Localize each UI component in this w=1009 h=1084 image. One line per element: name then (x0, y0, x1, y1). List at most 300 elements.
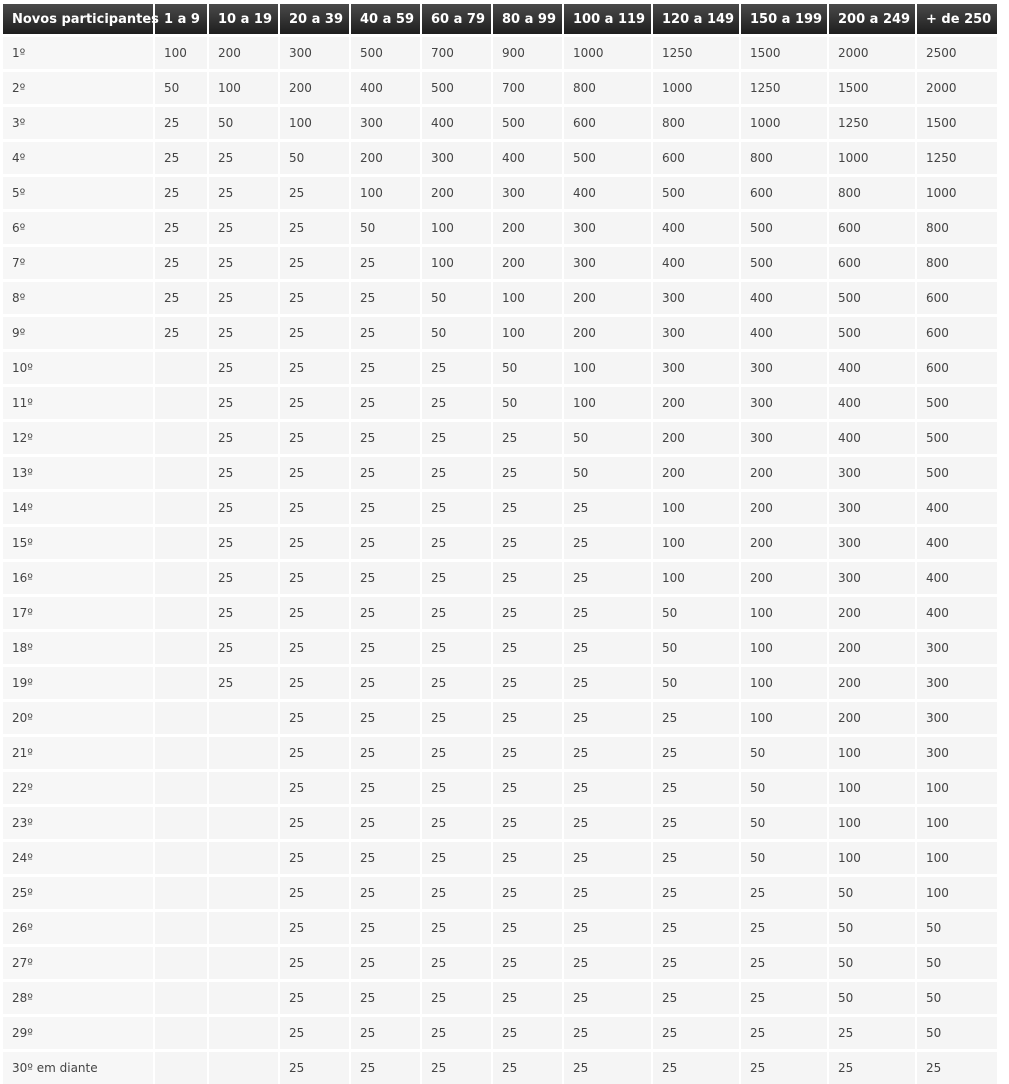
prize-cell: 25 (422, 559, 493, 594)
table-row (3, 769, 997, 804)
prize-cell: 25 (351, 944, 422, 979)
prize-cell: 25 (209, 664, 280, 699)
prize-cell: 25 (564, 979, 653, 1014)
table-row (3, 279, 997, 314)
prize-cell: 25 (564, 769, 653, 804)
prize-cell: 100 (493, 314, 564, 349)
prize-cell (209, 874, 280, 909)
prize-cell: 600 (829, 244, 917, 279)
prize-cell: 25 (653, 734, 741, 769)
prize-cell: 25 (422, 734, 493, 769)
prize-cell: 25 (351, 734, 422, 769)
prize-cell: 25 (280, 244, 351, 279)
prize-cell: 100 (351, 174, 422, 209)
prize-cell: 25 (280, 489, 351, 524)
table-row (3, 34, 997, 69)
prize-cell: 600 (917, 314, 997, 349)
prize-cell: 25 (351, 384, 422, 419)
prize-cell: 25 (155, 104, 209, 139)
row-position-label: 3º (3, 104, 155, 139)
header-column: 60 a 79 (422, 4, 493, 34)
prize-cell: 25 (564, 944, 653, 979)
prize-cell: 300 (741, 419, 829, 454)
prize-cell: 100 (422, 209, 493, 244)
table-row (3, 909, 997, 944)
prize-cell (155, 979, 209, 1014)
prize-cell: 100 (493, 279, 564, 314)
row-position-label: 27º (3, 944, 155, 979)
prize-cell: 25 (422, 594, 493, 629)
prize-cell: 25 (422, 384, 493, 419)
prize-cell: 50 (917, 944, 997, 979)
header-column: 120 a 149 (653, 4, 741, 34)
prize-cell: 200 (829, 594, 917, 629)
prize-cell: 25 (351, 769, 422, 804)
prize-cell: 25 (351, 699, 422, 734)
prize-cell: 100 (741, 594, 829, 629)
prize-cell: 300 (829, 489, 917, 524)
prize-cell: 25 (209, 139, 280, 174)
prize-cell: 100 (741, 699, 829, 734)
prize-cell: 500 (493, 104, 564, 139)
prize-cell: 50 (422, 279, 493, 314)
prize-cell: 25 (351, 559, 422, 594)
prize-cell: 25 (422, 349, 493, 384)
prize-cell: 600 (917, 279, 997, 314)
prize-cell: 1000 (917, 174, 997, 209)
prize-cell: 50 (741, 734, 829, 769)
row-position-label: 10º (3, 349, 155, 384)
prize-cell: 900 (493, 34, 564, 69)
prize-cell: 100 (741, 664, 829, 699)
prize-cell: 25 (653, 979, 741, 1014)
prize-cell: 600 (653, 139, 741, 174)
prize-cell: 100 (829, 839, 917, 874)
prize-cell: 800 (564, 69, 653, 104)
prize-cell: 400 (917, 559, 997, 594)
prize-cell: 1000 (653, 69, 741, 104)
prize-cell: 200 (741, 454, 829, 489)
row-position-label: 15º (3, 524, 155, 559)
prize-cell: 1000 (829, 139, 917, 174)
prize-cell: 25 (422, 1049, 493, 1084)
table-row (3, 419, 997, 454)
prize-cell: 25 (155, 139, 209, 174)
prize-cell: 100 (829, 804, 917, 839)
prize-cell (209, 839, 280, 874)
prize-cell (155, 629, 209, 664)
prize-cell: 50 (829, 979, 917, 1014)
prize-cell: 300 (741, 349, 829, 384)
prize-cell: 25 (351, 419, 422, 454)
prize-cell: 25 (653, 909, 741, 944)
prize-cell: 25 (155, 279, 209, 314)
prize-cell: 25 (209, 314, 280, 349)
prize-cell: 25 (351, 524, 422, 559)
row-position-label: 24º (3, 839, 155, 874)
prize-cell: 25 (351, 454, 422, 489)
prize-cell: 25 (209, 594, 280, 629)
prize-cell: 25 (280, 209, 351, 244)
prize-cell: 25 (351, 244, 422, 279)
prize-cell: 25 (422, 1014, 493, 1049)
prize-cell: 25 (564, 734, 653, 769)
prize-cell: 50 (741, 839, 829, 874)
prize-cell: 200 (741, 524, 829, 559)
prize-cell: 400 (741, 279, 829, 314)
prize-cell: 25 (564, 629, 653, 664)
prize-cell (155, 1014, 209, 1049)
table-row (3, 664, 997, 699)
prize-cell: 25 (209, 174, 280, 209)
prize-cell: 400 (917, 524, 997, 559)
prize-cell: 25 (280, 1049, 351, 1084)
row-position-label: 8º (3, 279, 155, 314)
prize-cell: 25 (741, 1049, 829, 1084)
prize-cell: 50 (493, 349, 564, 384)
prize-cell: 100 (155, 34, 209, 69)
prize-cell: 25 (351, 279, 422, 314)
row-position-label: 30º em diante (3, 1049, 155, 1084)
prize-cell (209, 979, 280, 1014)
prize-cell: 25 (280, 384, 351, 419)
prize-cell (155, 559, 209, 594)
prize-cell: 25 (741, 1014, 829, 1049)
prize-cell: 25 (493, 419, 564, 454)
prize-cell: 300 (917, 664, 997, 699)
prize-cell: 700 (422, 34, 493, 69)
table-row (3, 209, 997, 244)
prize-cell: 25 (917, 1049, 997, 1084)
prize-cell: 25 (653, 804, 741, 839)
prize-cell: 200 (209, 34, 280, 69)
prize-cell: 25 (493, 979, 564, 1014)
prize-cell (209, 769, 280, 804)
prize-cell (155, 699, 209, 734)
table-row (3, 69, 997, 104)
prize-cell: 25 (653, 699, 741, 734)
prize-cell: 25 (422, 524, 493, 559)
prize-cell: 100 (917, 769, 997, 804)
prize-table-container (3, 4, 997, 1084)
prize-cell: 25 (422, 699, 493, 734)
prize-cell: 700 (493, 69, 564, 104)
prize-cell: 50 (829, 944, 917, 979)
prize-cell: 25 (351, 664, 422, 699)
prize-cell: 25 (280, 629, 351, 664)
prize-cell: 200 (564, 279, 653, 314)
table-row (3, 384, 997, 419)
prize-cell: 25 (422, 489, 493, 524)
prize-cell: 400 (422, 104, 493, 139)
row-position-label: 18º (3, 629, 155, 664)
prize-cell: 25 (493, 629, 564, 664)
row-position-label: 1º (3, 34, 155, 69)
row-position-label: 7º (3, 244, 155, 279)
prize-cell: 25 (351, 594, 422, 629)
header-column: 200 a 249 (829, 4, 917, 34)
prize-cell: 25 (653, 874, 741, 909)
table-row (3, 104, 997, 139)
row-position-label: 5º (3, 174, 155, 209)
row-position-label: 28º (3, 979, 155, 1014)
prize-cell: 2000 (917, 69, 997, 104)
prize-cell: 25 (493, 699, 564, 734)
prize-cell: 25 (564, 804, 653, 839)
prize-cell: 400 (829, 419, 917, 454)
prize-cell: 25 (155, 174, 209, 209)
table-row (3, 839, 997, 874)
prize-cell: 200 (280, 69, 351, 104)
prize-cell: 25 (564, 1049, 653, 1084)
prize-cell: 300 (829, 524, 917, 559)
table-row (3, 559, 997, 594)
row-position-label: 13º (3, 454, 155, 489)
prize-cell: 300 (829, 559, 917, 594)
prize-cell: 50 (351, 209, 422, 244)
prize-cell: 100 (422, 244, 493, 279)
prize-cell: 25 (351, 839, 422, 874)
prize-cell (155, 664, 209, 699)
prize-cell: 25 (209, 419, 280, 454)
prize-cell: 25 (351, 349, 422, 384)
prize-cell: 50 (564, 454, 653, 489)
prize-cell: 25 (280, 664, 351, 699)
prize-cell: 25 (155, 244, 209, 279)
prize-cell: 25 (280, 349, 351, 384)
prize-cell: 50 (741, 804, 829, 839)
prize-cell (155, 734, 209, 769)
prize-cell: 400 (564, 174, 653, 209)
table-row (3, 804, 997, 839)
prize-cell: 25 (564, 1014, 653, 1049)
table-header (3, 4, 997, 34)
prize-cell (155, 384, 209, 419)
prize-cell: 800 (917, 209, 997, 244)
table-row (3, 734, 997, 769)
prize-cell (155, 769, 209, 804)
row-position-label: 11º (3, 384, 155, 419)
prize-cell: 400 (653, 244, 741, 279)
prize-cell: 300 (653, 279, 741, 314)
table-row (3, 1014, 997, 1049)
prize-cell: 25 (351, 979, 422, 1014)
prize-cell: 25 (493, 839, 564, 874)
prize-cell: 25 (493, 944, 564, 979)
prize-cell: 100 (741, 629, 829, 664)
row-position-label: 29º (3, 1014, 155, 1049)
prize-cell (209, 734, 280, 769)
prize-cell: 300 (917, 699, 997, 734)
table-row (3, 314, 997, 349)
prize-cell: 50 (280, 139, 351, 174)
header-column: 100 a 119 (564, 4, 653, 34)
prize-cell: 500 (351, 34, 422, 69)
row-position-label: 23º (3, 804, 155, 839)
prize-cell: 100 (653, 524, 741, 559)
table-row (3, 629, 997, 664)
prize-cell: 25 (351, 804, 422, 839)
table-row (3, 139, 997, 174)
table-row (3, 979, 997, 1014)
prize-cell: 25 (493, 454, 564, 489)
prize-cell: 25 (422, 419, 493, 454)
row-position-label: 19º (3, 664, 155, 699)
prize-cell (209, 1049, 280, 1084)
prize-cell: 200 (422, 174, 493, 209)
prize-cell (155, 489, 209, 524)
prize-cell: 25 (351, 1014, 422, 1049)
prize-cell (155, 839, 209, 874)
prize-cell: 100 (209, 69, 280, 104)
prize-cell: 25 (493, 769, 564, 804)
prize-cell: 25 (493, 1049, 564, 1084)
prize-cell: 50 (829, 909, 917, 944)
prize-cell: 300 (564, 244, 653, 279)
prize-cell: 25 (564, 489, 653, 524)
prize-cell: 400 (917, 489, 997, 524)
row-position-label: 2º (3, 69, 155, 104)
prize-cell: 25 (280, 699, 351, 734)
prize-cell: 25 (280, 944, 351, 979)
prize-cell: 400 (917, 594, 997, 629)
prize-cell: 50 (741, 769, 829, 804)
prize-cell: 25 (209, 524, 280, 559)
row-position-label: 16º (3, 559, 155, 594)
prize-cell: 25 (741, 944, 829, 979)
prize-cell: 50 (564, 419, 653, 454)
prize-cell (209, 909, 280, 944)
prize-cell: 200 (653, 419, 741, 454)
prize-cell: 25 (422, 629, 493, 664)
prize-cell: 300 (422, 139, 493, 174)
prize-cell: 800 (917, 244, 997, 279)
prize-cell: 50 (917, 1014, 997, 1049)
prize-cell: 200 (829, 629, 917, 664)
prize-cell: 25 (422, 454, 493, 489)
prize-cell: 600 (829, 209, 917, 244)
prize-cell: 200 (564, 314, 653, 349)
prize-cell: 2500 (917, 34, 997, 69)
prize-cell: 25 (351, 1049, 422, 1084)
prize-cell (155, 349, 209, 384)
prize-cell: 200 (741, 489, 829, 524)
prize-cell: 50 (653, 629, 741, 664)
prize-cell: 100 (653, 559, 741, 594)
table-row (3, 174, 997, 209)
prize-cell (155, 874, 209, 909)
row-position-label: 12º (3, 419, 155, 454)
prize-cell: 25 (351, 489, 422, 524)
prize-cell: 25 (564, 524, 653, 559)
prize-cell: 50 (829, 874, 917, 909)
row-position-label: 26º (3, 909, 155, 944)
prize-cell: 100 (917, 874, 997, 909)
header-column: 1 a 9 (155, 4, 209, 34)
prize-cell: 300 (917, 629, 997, 664)
prize-cell: 25 (155, 314, 209, 349)
prize-cell: 25 (351, 629, 422, 664)
prize-cell: 25 (564, 664, 653, 699)
prize-cell: 1500 (829, 69, 917, 104)
prize-cell: 500 (829, 314, 917, 349)
prize-cell: 300 (653, 349, 741, 384)
prize-cell: 50 (493, 384, 564, 419)
table-row (3, 594, 997, 629)
prize-cell: 25 (280, 524, 351, 559)
prize-cell: 25 (209, 349, 280, 384)
header-column: 20 a 39 (280, 4, 351, 34)
prize-cell: 200 (829, 699, 917, 734)
prize-cell: 50 (653, 594, 741, 629)
table-row (3, 699, 997, 734)
prize-cell: 500 (829, 279, 917, 314)
header-column: 150 a 199 (741, 4, 829, 34)
prize-cell (155, 524, 209, 559)
prize-cell: 25 (280, 419, 351, 454)
prize-cell: 50 (917, 979, 997, 1014)
prize-cell: 200 (829, 664, 917, 699)
table-row (3, 349, 997, 384)
prize-cell: 25 (209, 629, 280, 664)
row-position-label: 20º (3, 699, 155, 734)
prize-cell: 1250 (917, 139, 997, 174)
prize-cell: 1250 (653, 34, 741, 69)
prize-cell: 25 (741, 874, 829, 909)
prize-cell: 25 (493, 909, 564, 944)
prize-cell: 800 (653, 104, 741, 139)
prize-cell: 25 (280, 804, 351, 839)
prize-cell: 25 (422, 769, 493, 804)
prize-cell: 800 (829, 174, 917, 209)
prize-cell: 100 (917, 804, 997, 839)
row-position-label: 14º (3, 489, 155, 524)
table-row (3, 944, 997, 979)
prize-cell: 25 (280, 559, 351, 594)
prize-cell: 300 (280, 34, 351, 69)
table-row (3, 874, 997, 909)
prize-cell: 25 (564, 909, 653, 944)
prize-cell: 25 (209, 559, 280, 594)
prize-cell: 400 (493, 139, 564, 174)
row-position-label: 4º (3, 139, 155, 174)
prize-cell: 25 (280, 1014, 351, 1049)
row-position-label: 6º (3, 209, 155, 244)
prize-cell: 200 (653, 454, 741, 489)
prize-cell: 25 (829, 1049, 917, 1084)
prize-table (3, 4, 997, 1084)
prize-cell: 25 (209, 209, 280, 244)
prize-cell: 25 (351, 874, 422, 909)
prize-cell (155, 594, 209, 629)
prize-cell: 25 (280, 769, 351, 804)
prize-cell: 100 (829, 734, 917, 769)
prize-cell: 400 (653, 209, 741, 244)
prize-cell: 1000 (741, 104, 829, 139)
row-position-label: 9º (3, 314, 155, 349)
prize-cell: 25 (351, 909, 422, 944)
prize-cell: 50 (155, 69, 209, 104)
prize-cell: 25 (564, 839, 653, 874)
prize-cell: 400 (351, 69, 422, 104)
prize-cell: 500 (917, 419, 997, 454)
prize-cell: 25 (209, 454, 280, 489)
prize-cell: 2000 (829, 34, 917, 69)
prize-cell: 25 (493, 1014, 564, 1049)
prize-cell: 200 (351, 139, 422, 174)
prize-cell: 500 (917, 454, 997, 489)
prize-cell: 500 (422, 69, 493, 104)
